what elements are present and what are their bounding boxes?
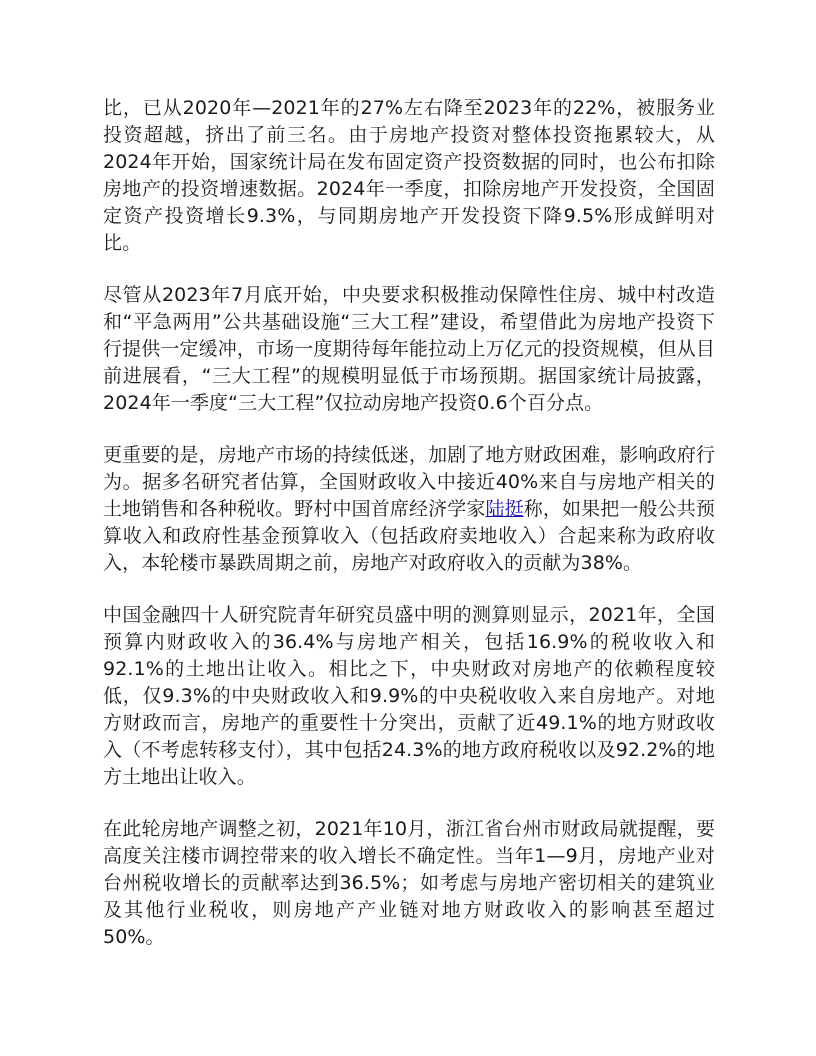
paragraph-4: 中国金融四十人研究院青年研究员盛中明的测算则显示，2021年，全国预算内财政收入的36.4%与房地产相关，包括16.9%的税收收入和92.1%的土地出让收入。相比之下，中央财政对房地产的依赖程度较低，仅9.3%的中央财政收入和9.9%的中央税收收入来自房地产。对地方财政而言，房地产的重要性十分突出，贡献了近49.1%的地方财政收入（不考虑转移支付），其中包括24.3%的地方政府税收以及92.2%的地方土地出让收入。: [103, 604, 715, 788]
paragraph-3-text-before-link: 更重要的是，房地产市场的持续低迷，加剧了地方财政困难，影响政府行为。据多名研究者估算，全国财政收入中接近40%来自与房地产相关的土地销售和各种税收。野村中国首席经济学家: [103, 444, 715, 520]
article-body: [103, 95, 715, 951]
paragraph-3: [103, 442, 715, 577]
paragraph-2: 尽管从2023年7月底开始，中央要求积极推动保障性住房、城中村改造和“平急两用”公共基础设施“三大工程”建设，希望借此为房地产投资下行提供一定缓冲，市场一度期待每年能拉动上万亿元的投资规模，但从目前进展看，“三大工程”的规模明显低于市场预期。据国家统计局披露，2024年一季度“三大工程”仅拉动房地产投资0.6个百分点。: [103, 284, 715, 414]
person-link-lu-ting[interactable]: 陆挺: [485, 498, 524, 520]
paragraph-3-text-after-link: 称，如果把一般公共预算收入和政府性基金预算收入（包括政府卖地收入）合起来称为政府收入，本轮楼市暴跌周期之前，房地产对政府收入的贡献为38%。: [103, 498, 715, 574]
paragraph-5: 在此轮房地产调整之初，2021年10月，浙江省台州市财政局就提醒，要高度关注楼市调控带来的收入增长不确定性。当年1—9月，房地产业对台州税收增长的贡献率达到36.5%；如考虑与房地产密切相关的建筑业及其他行业税收，则房地产产业链对地方财政收入的影响甚至超过50%。: [103, 818, 715, 948]
paragraph-1: 比，已从2020年—2021年的27%左右降至2023年的22%，被服务业投资超越，挤出了前三名。由于房地产投资对整体投资拖累较大，从2024年开始，国家统计局在发布固定资产投资数据的同时，也公布扣除房地产的投资增速数据。2024年一季度，扣除房地产开发投资，全国固定资产投资增长9.3%，与同期房地产开发投资下降9.5%形成鲜明对比。: [103, 97, 715, 254]
